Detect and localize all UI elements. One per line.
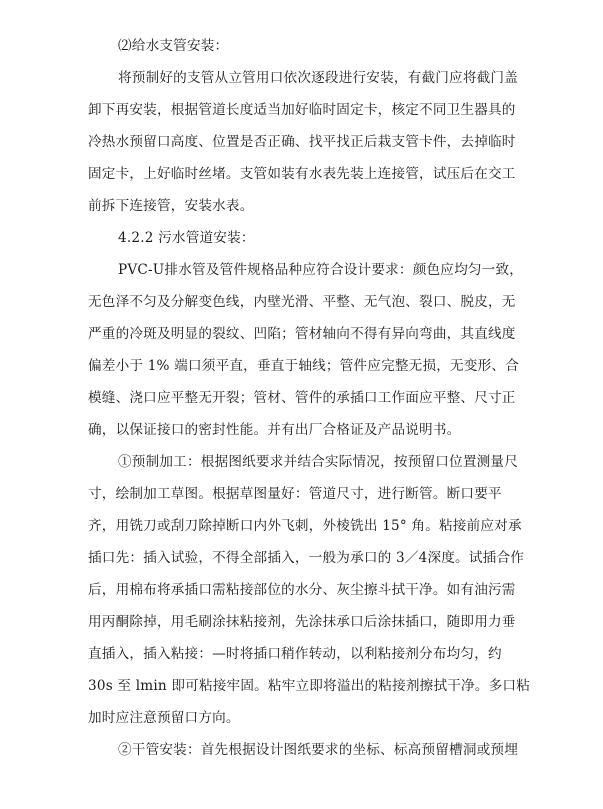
text-line: 齐，用铣刀或刮刀除掉断口内外飞刺，外棱铣出 15° 角。粘接前应对承	[88, 518, 522, 534]
text-line: 直插入，插入粘接：—时将插口稍作转动，以利粘接剂分布均匀，约	[88, 646, 502, 662]
text-line: 前拆下连接管，安装水表。	[88, 198, 254, 214]
text-line: 模缝、浇口应平整无开裂；管材、管件的承插口工作面应平整、尺寸正	[88, 390, 516, 406]
text-line: 卸下再安装，根据管道长度适当加好临时固定卡，核定不同卫生器具的	[88, 102, 516, 118]
text-line: 确，以保证接口的密封性能。并有出厂合格证及产品说明书。	[88, 422, 461, 438]
text-line: 无色泽不匀及分解变色线，内壁光滑、平整、无气泡、裂口、脱皮，无	[88, 294, 516, 310]
text-line: PVC-U排水管及管件规格品种应符合设计要求：颜色应均匀一致，	[118, 262, 524, 278]
text-line: 30s 至 lmin 即可粘接牢固。粘牢立即将溢出的粘接剂擦拭干净。多口粘	[88, 678, 531, 694]
text-line: ⑵给水支管安装：	[118, 38, 229, 54]
text-line: 寸，绘制加工草图。根据草图量好：管道尺寸，进行断管。断口要平	[88, 486, 502, 502]
text-line: 冷热水预留口高度、位置是否正确、找平找正后栽支管卡件，去掉临时	[88, 134, 516, 150]
text-line: 偏差小于 1% 端口须平直，垂直于轴线；管件应完整无损，无变形、合	[88, 358, 520, 374]
section-heading: 4.2.2 污水管道安装：	[118, 230, 255, 246]
text-line: 加时应注意预留口方向。	[88, 710, 240, 726]
text-line: ①预制加工：根据图纸要求并结合实际情况，按预留口位置测量尺	[118, 454, 519, 470]
text-line: 将预制好的支管从立管用口依次逐段进行安装，有截门应将截门盖	[118, 70, 519, 86]
text-line: 用丙酮除掉，用毛刷涂抹粘接剂，先涂抹承口后涂抹插口，随即用力垂	[88, 614, 516, 630]
text-line: 固定卡，上好临时丝堵。支管如装有水表先装上连接管，试压后在交工	[88, 166, 516, 182]
text-line: 后，用棉布将承插口需粘接部位的水分、灰尘擦斗拭干净。如有油污需	[88, 582, 516, 598]
text-line: 严重的冷斑及明显的裂纹、凹陷；管材轴向不得有异向弯曲，其直线度	[88, 326, 516, 342]
text-line: 插口先：插入试验，不得全部插入，一般为承口的 3／4深度。试插合作	[88, 550, 525, 566]
text-line: ②干管安装：首先根据设计图纸要求的坐标、标高预留槽洞或预埋	[118, 742, 519, 758]
